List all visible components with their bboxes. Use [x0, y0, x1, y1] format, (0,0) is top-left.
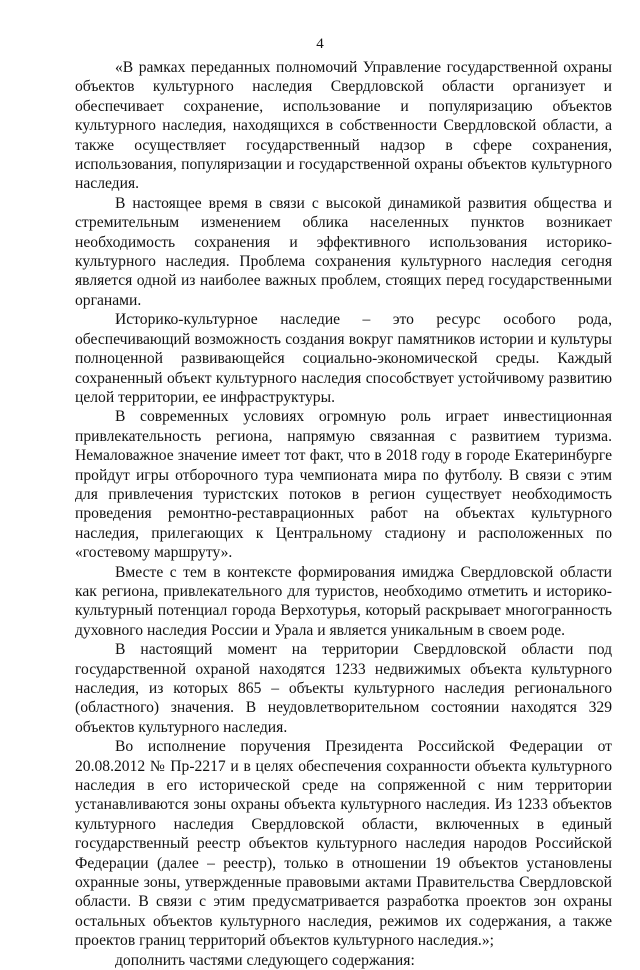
paragraph: «В рамках переданных полномочий Управление государственной охраны объектов культурного наследия Свердловской области организует и обеспечивает сохранение, использование и популяризацию объектов культурного наследия, находящихся в собственности Свердловской области, а также осуществляет государственный надзор в сфере сохранения, использования, популяризации и государственной охраны объектов культурного наследия. [75, 59, 612, 193]
paragraph: дополнить частями следующего содержания: [115, 951, 415, 969]
paragraph: В настоящее время в связи с высокой динамикой развития общества и стремительным изменением облика населенных пунктов возникает необходимость сохранения и эффективного использования историко-культурного наследия. Проблема сохранения культурного наследия сегодня является одной из наиболее важных проблем, стоящих перед государственными органами. [75, 194, 612, 309]
paragraph: В настоящий момент на территории Свердловской области под государственной охраной находятся 1233 недвижимых объекта культурного наследия, из которых 865 – объекты культурного наследия регионального (областного) значения. В неудовлетворительном состоянии находятся 329 объектов культурного наследия. [75, 641, 612, 736]
paragraph: В современных условиях огромную роль играет инвестиционная привлекательность региона, напрямую связанная с развитием туризма. Немаловажное значение имеет тот факт, что в 2018 году в городе Екатеринбурге пройдут игры отборочного тура чемпионата мира по футболу. В связи с этим для привлечения туристских потоков в регион существует необходимость проведения ремонтно-реставрационных работ на объектах культурного наследия, прилегающих к Центральному стадиону и расположенных по «гостевому маршруту». [75, 408, 612, 562]
document-body [75, 58, 612, 970]
paragraph: Вместе с тем в контексте формирования имиджа Свердловской области как региона, привлекательного для туристов, необходимо отметить и историко-культурный потенциал города Верхотурья, который раскрывает многогранность духовного наследия России и Урала и является уникальным в своем роде. [75, 563, 612, 639]
paragraph: Историко-культурное наследие – это ресурс особого рода, обеспечивающий возможность создания вокруг памятников истории и культуры полноценной развивающейся социально-экономической среды. Каждый сохраненный объект культурного наследия способствует устойчивому развитию целой территории, ее инфраструктуры. [75, 311, 612, 406]
paragraph: Во исполнение поручения Президента Российской Федерации от 20.08.2012 № Пр-2217 и в целях обеспечения сохранности объекта культурного наследия в его исторической среде на сопряженной с ним территории устанавливаются зоны охраны объекта культурного наследия. Из 1233 объектов культурного наследия Свердловской области, включенных в единый государственный реестр объектов культурного наследия народов Российской Федерации (далее – реестр), только в отношении 19 объектов установлены охранные зоны, утвержденные правовыми актами Правительства Свердловской области. В связи с этим предусматривается разработка проектов зон охраны остальных объектов культурного наследия, режимов их содержания, а также проектов границ территорий объектов культурного наследия.»; [75, 738, 612, 950]
page-number: 4 [316, 36, 324, 52]
